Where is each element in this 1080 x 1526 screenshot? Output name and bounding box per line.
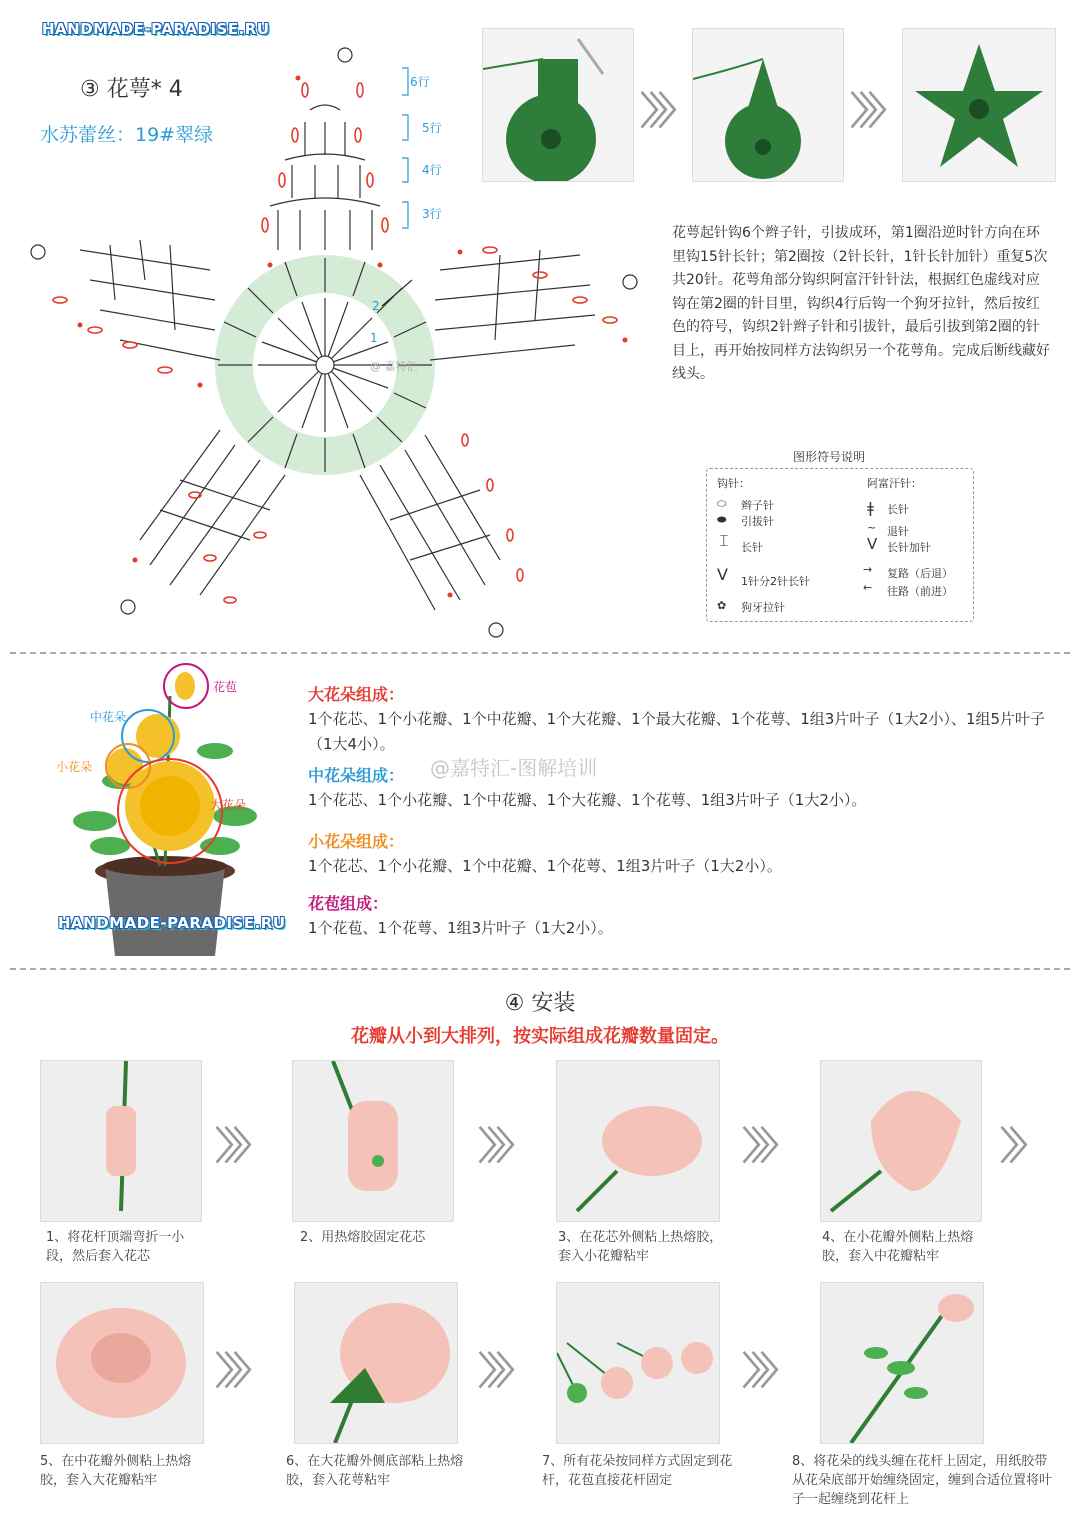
legend-forward-arrow: ← (863, 581, 873, 594)
section-large-title: 大花朵组成： (308, 685, 405, 704)
section-medium-title: 中花朵组成： (308, 766, 405, 785)
install-photo-8 (820, 1282, 984, 1444)
row-label-4: 4行 (422, 163, 442, 177)
install-step-1: 1、将花杆顶端弯折一小段，然后套入花芯 (46, 1230, 185, 1264)
flower-sections (308, 682, 1048, 941)
label-small: 小花朵 (56, 760, 93, 774)
chart-point-right (430, 247, 637, 360)
row-label-6: 6行 (410, 75, 430, 89)
install-photo-5 (40, 1282, 204, 1444)
chart-point-bottom-left (121, 430, 285, 614)
install-title: ④ 安装 (504, 991, 576, 1016)
legend-picot: 狗牙拉针 (741, 601, 785, 614)
row-label-3: 3行 (422, 207, 442, 221)
install-photo-1 (40, 1060, 202, 1222)
label-medium: 中花朵 (90, 710, 127, 724)
install-photo-6 (294, 1282, 458, 1444)
install-photo-2 (292, 1060, 454, 1222)
chart-point-left (31, 240, 220, 388)
legend-inc-symbol: V (717, 565, 728, 584)
photo-arrow-1: 〉〉〉 (640, 89, 687, 133)
install-step-5: 5、在中花瓣外侧粘上热熔胶，套入大花瓣粘牢 (40, 1454, 192, 1488)
calyx-photo-2 (692, 28, 844, 182)
install-step-3: 3、在花芯外侧粘上热熔胶，套入小花瓣粘牢 (558, 1230, 723, 1264)
section-bud-title: 花苞组成： (308, 894, 389, 913)
calyx-photo-3 (902, 28, 1056, 182)
section-large-body: 1个花芯、1个小花瓣、1个中花瓣、1个大花瓣、1个最大花瓣、1个花萼、1组3片叶子（1大2小）、1组5片叶子（1大4小）。 (308, 710, 1046, 753)
install-arrow-1: 〉〉〉 (215, 1124, 262, 1168)
legend-box (706, 468, 974, 622)
install-arrow-4: 〉〉 (1000, 1124, 1038, 1168)
legend-picot-symbol: ✿ (717, 599, 727, 612)
install-arrow-6: 〉〉〉 (478, 1349, 525, 1393)
row-label-5: 5行 (422, 121, 442, 135)
legend-slip: 引拔针 (741, 515, 774, 528)
legend-afghan-dc: 长针 (887, 503, 909, 516)
calyx-photo-1 (482, 28, 634, 182)
install-arrow-7: 〉〉〉 (742, 1349, 789, 1393)
calyx-title: ③ 花萼* 4 (80, 77, 183, 102)
legend-dc-symbol: ⌶ (719, 531, 729, 550)
calyx-description: 花萼起针钩6个辫子针，引拔成环，第1圈沿逆时针方向在环里钩15针长针；第2圈按（2针长针，1针长针加针）重复5次共20针。花萼角部分钩织阿富汗针针法，根据红色虚线对应钩在第2圈的针目里，钩织4行后钩一个狗牙拉针，然后按红色的符号，钩织2针辫子针和引拔针，最后引拔到第2圈的针目上，再开始按同样方法钩织另一个花萼角。完成后断线藏好线头。 (672, 225, 1050, 382)
legend-right-title: 阿富汗针： (867, 477, 922, 490)
legend-slip-symbol: ⬬ (717, 513, 727, 526)
legend-return-symbol: ~ (867, 521, 877, 534)
chart-point-bottom-right (360, 434, 523, 637)
legend-left-title: 钩针： (717, 477, 750, 490)
label-large: 大花朵 (210, 798, 247, 812)
label-bud: 花苞 (213, 680, 238, 694)
install-step-7: 7、所有花朵按同样方式固定到花杆，花苞直接花杆固定 (542, 1454, 733, 1488)
legend-title: 图形符号说明 (793, 450, 866, 464)
section-medium-body: 1个花芯、1个小花瓣、1个中花瓣、1个大花瓣、1个花萼、1组3片叶子（1大2小）。 (308, 791, 867, 809)
install-step-6: 6、在大花瓣外侧底部粘上热熔胶，套入花萼粘牢 (286, 1454, 464, 1488)
install-photo-4 (820, 1060, 982, 1222)
chart-row-brackets (402, 68, 408, 228)
legend-afghan-inc: 长针加针 (887, 541, 931, 554)
chart-point-top (262, 48, 388, 268)
brand-logo-middle: HANDMADE-PARADISE.RU (58, 914, 286, 932)
legend-back: 复路（后退） (887, 567, 953, 580)
chart-ring-label-1: 1 (370, 331, 378, 345)
calyx-yarn: 水苏蕾丝：19#翠绿 (40, 124, 214, 146)
legend-chain: 辫子针 (741, 499, 774, 512)
chart-watermark: @ 嘉特汇 (370, 360, 418, 373)
install-arrow-3: 〉〉〉 (742, 1124, 789, 1168)
section-small-body: 1个花芯、1个小花瓣、1个中花瓣、1个花萼、1组3片叶子（1大2小）。 (308, 857, 782, 875)
brand-logo-top: HANDMADE-PARADISE.RU (42, 20, 270, 38)
install-photo-3 (556, 1060, 720, 1222)
section-bud-body: 1个花苞、1个花萼、1组3片叶子（1大2小）。 (308, 919, 613, 937)
legend-back-arrow: → (863, 563, 873, 576)
legend-return: 退针 (887, 525, 909, 538)
install-subtitle: 花瓣从小到大排列，按实际组成花瓣数量固定。 (351, 1026, 729, 1047)
legend-inc: 1针分2针长针 (741, 575, 810, 588)
legend-chain-symbol: ⬭ (717, 497, 727, 510)
install-step-2: 2、用热熔胶固定花芯 (300, 1230, 426, 1245)
install-step-8: 8、将花朵的线头缠在花杆上固定，用纸胶带从花朵底部开始缠绕固定，缠到合适位置将叶子一起缠绕到花杆上 (792, 1454, 1053, 1507)
divider-1 (10, 652, 1070, 654)
legend-afghan-dc-symbol: ǂ (867, 499, 874, 517)
flower-watermark: @嘉特汇-图解培训 (430, 756, 598, 780)
section-small-title: 小花朵组成： (308, 832, 405, 851)
divider-2 (10, 968, 1070, 970)
photo-arrow-2: 〉〉〉 (850, 89, 897, 133)
install-arrow-5: 〉〉〉 (215, 1349, 262, 1393)
chart-ring-label-2: 2 (372, 299, 380, 313)
install-arrow-2: 〉〉〉 (478, 1124, 525, 1168)
legend-forward: 往路（前进） (887, 585, 953, 598)
legend-dc: 长针 (741, 541, 763, 554)
install-step-4: 4、在小花瓣外侧粘上热熔胶，套入中花瓣粘牢 (822, 1230, 974, 1264)
install-photo-7 (556, 1282, 720, 1444)
legend-afghan-inc-symbol: V (867, 535, 878, 553)
